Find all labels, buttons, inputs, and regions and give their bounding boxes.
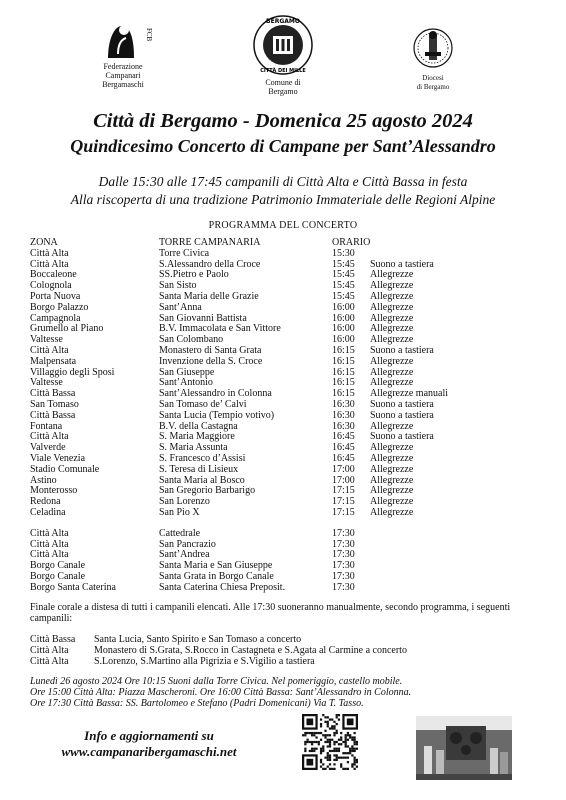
zone-cell: Valverde	[30, 442, 66, 454]
tower-cell: SS.Pietro e Paolo	[159, 269, 229, 281]
diocesi-bergamo-logo	[405, 22, 461, 92]
time-cell: 16:30	[332, 409, 355, 421]
zone-cell: Città Alta	[30, 258, 69, 270]
seal-top-text: BERGAMO	[266, 18, 300, 25]
note-cell: Suono a tastiera	[370, 398, 434, 410]
tower-cell: Santa Maria delle Grazie	[159, 290, 259, 302]
page-title: Città di Bergamo - Domenica 25 agosto 2024	[93, 110, 473, 132]
note-cell: Allegrezze	[370, 463, 414, 475]
time-cell: 17:30	[332, 560, 355, 572]
tower-cell: San Pio X	[159, 506, 200, 518]
manual-towers: Monastero di S.Grata, S.Rocco in Castagneta e S.Agata al Carmine a concerto	[94, 645, 407, 656]
note-cell: Allegrezze	[370, 312, 414, 324]
tower-cell: S. Teresa di Lisieux	[159, 463, 239, 475]
time-cell: 17:30	[332, 527, 355, 539]
monday-line: Ore 17:30 Città Bassa: SS. Bartolomeo e Stefano (Padri Domenicani) Via T. Tasso.	[30, 698, 364, 709]
time-cell: 16:30	[332, 420, 355, 432]
note-cell: Allegrezze	[370, 269, 414, 281]
note-cell: Allegrezze	[370, 323, 414, 335]
zone-cell: Città Alta	[30, 344, 69, 356]
zone-cell: Malpensata	[30, 355, 77, 367]
tower-cell: San Gregorio Barbarigo	[159, 485, 256, 497]
city-seal-icon	[252, 14, 314, 76]
time-cell: 17:30	[332, 538, 355, 550]
tower-cell: Sant’Antonio	[159, 377, 213, 389]
note-cell: Allegrezze	[370, 334, 414, 346]
zone-cell: Campagnola	[30, 312, 81, 324]
website-link[interactable]: www.campanaribergamaschi.net	[61, 744, 237, 759]
note-cell: Allegrezze	[370, 485, 414, 497]
zone-cell: Borgo Canale	[30, 560, 86, 572]
tower-cell: S. Francesco d’Assisi	[159, 452, 246, 464]
note-cell: Allegrezze	[370, 496, 414, 508]
time-cell: 17:30	[332, 549, 355, 561]
zone-cell: Borgo Palazzo	[30, 301, 89, 313]
tower-cell: San Tomaso de’ Calvi	[159, 398, 247, 410]
logo-line: Diocesi	[422, 74, 444, 82]
zone-cell: Monterosso	[30, 485, 78, 497]
zone-cell: Astino	[30, 474, 57, 486]
tower-cell: San Sisto	[159, 280, 197, 292]
time-cell: 16:00	[332, 301, 355, 313]
zone-cell: Porta Nuova	[30, 290, 81, 302]
time-cell: 16:15	[332, 355, 355, 367]
time-cell: 16:30	[332, 398, 355, 410]
zone-cell: Città Alta	[30, 538, 69, 550]
manual-towers: Santa Lucia, Santo Spirito e San Tomaso a concerto	[94, 634, 302, 645]
manual-zone: Città Alta	[30, 656, 69, 667]
tower-cell: B.V. della Castagna	[159, 420, 238, 432]
note-cell: Allegrezze	[370, 355, 414, 367]
time-cell: 17:15	[332, 496, 355, 508]
zone-cell: Città Alta	[30, 247, 69, 259]
zone-cell: Viale Venezia	[30, 452, 86, 464]
logo-line: Federazione	[103, 62, 143, 71]
note-cell: Suono a tastiera	[370, 409, 434, 421]
zone-cell: Celadina	[30, 506, 66, 518]
time-cell: 16:45	[332, 452, 355, 464]
note-cell: Allegrezze	[370, 366, 414, 378]
logo-line: Bergamo	[268, 87, 298, 96]
zone-cell: Città Alta	[30, 549, 69, 561]
fcb-vertical: FCB	[145, 28, 153, 42]
note-cell: Allegrezze	[370, 442, 414, 454]
program-heading: PROGRAMMA DEL CONCERTO	[208, 220, 358, 231]
tower-cell: Sant’Andrea	[159, 549, 210, 561]
zone-cell: Valtesse	[30, 377, 63, 389]
monday-line: Ore 15:00 Città Alta: Piazza Mascheroni. Ore 16:00 Città Bassa: Sant’Alessandro in Colonna.	[30, 687, 412, 698]
tower-cell: San Giuseppe	[159, 366, 215, 378]
tower-cell: San Colombano	[159, 334, 224, 346]
zone-cell: Boccaleone	[30, 269, 77, 281]
note-cell: Allegrezze	[370, 377, 414, 389]
note-cell: Allegrezze	[370, 290, 414, 302]
tower-cell: Santa Maria e San Giuseppe	[159, 560, 273, 572]
time-cell: 17:30	[332, 581, 355, 593]
tower-cell: Santa Caterina Chiesa Preposit.	[159, 581, 286, 593]
time-cell: 16:15	[332, 366, 355, 378]
logo-line: Bergamaschi	[102, 80, 144, 89]
time-cell: 17:30	[332, 570, 355, 582]
intro-line-2: Alla riscoperta di una tradizione Patrimonio Immateriale delle Regioni Alpine	[70, 192, 496, 207]
note-cell: Allegrezze	[370, 474, 414, 486]
zone-cell: Borgo Santa Caterina	[30, 581, 116, 593]
zone-cell: Fontana	[30, 420, 63, 432]
time-cell: 16:00	[332, 334, 355, 346]
header-zona: ZONA	[30, 237, 58, 248]
time-cell: 17:00	[332, 474, 355, 486]
zone-cell: Città Alta	[30, 527, 69, 539]
note-cell: Allegrezze	[370, 301, 414, 313]
tower-cell: Monastero di Santa Grata	[159, 344, 262, 356]
tower-cell: Torre Civica	[159, 247, 210, 259]
time-cell: 15:45	[332, 290, 355, 302]
time-cell: 17:15	[332, 485, 355, 497]
zone-cell: Città Alta	[30, 431, 69, 443]
note-cell: Allegrezze	[370, 420, 414, 432]
time-cell: 16:00	[332, 312, 355, 324]
tower-cell: Santa Lucia (Tempio votivo)	[159, 409, 275, 421]
note-cell: Allegrezze manuali	[370, 388, 449, 400]
time-cell: 16:45	[332, 442, 355, 454]
tower-cell: San Pancrazio	[159, 538, 216, 550]
time-cell: 15:45	[332, 280, 355, 292]
qr-code-icon[interactable]	[302, 714, 358, 770]
tower-cell: Cattedrale	[159, 527, 201, 539]
note-cell: Suono a tastiera	[370, 258, 434, 270]
time-cell: 16:15	[332, 344, 355, 356]
intro-line-1: Dalle 15:30 alle 17:45 campanili di Città Alta e Città Bassa in festa	[98, 174, 468, 189]
diocese-crest-icon	[413, 22, 453, 74]
time-cell: 16:45	[332, 431, 355, 443]
tower-cell: San Lorenzo	[159, 496, 210, 508]
tower-cell: Invenzione della S. Croce	[159, 355, 263, 367]
tower-cell: B.V. Immacolata e San Vittore	[159, 323, 281, 335]
zone-cell: San Tomaso	[30, 398, 79, 410]
zone-cell: Grumello al Piano	[30, 323, 104, 335]
tower-cell: Sant’Alessandro in Colonna	[159, 388, 272, 400]
tower-cell: S. Maria Assunta	[159, 442, 228, 454]
zone-cell: Colognola	[30, 280, 72, 292]
monday-line: Lunedì 26 agosto 2024 Ore 10:15 Suoni dalla Torre Civica. Nel pomeriggio, castello mobile.	[30, 676, 403, 687]
manual-zone: Città Bassa	[30, 634, 76, 645]
note-cell: Allegrezze	[370, 506, 414, 518]
seal-bottom-text: CITTÀ DEI MILLE	[260, 68, 306, 74]
note-cell: Suono a tastiera	[370, 431, 434, 443]
tower-cell: S. Maria Maggiore	[159, 431, 235, 443]
page-subtitle: Quindicesimo Concerto di Campane per Sant’Alessandro	[70, 136, 496, 156]
note-cell: Allegrezze	[370, 280, 414, 292]
zone-cell: Stadio Comunale	[30, 463, 100, 475]
time-cell: 16:15	[332, 388, 355, 400]
zone-cell: Città Bassa	[30, 409, 76, 421]
time-cell: 17:00	[332, 463, 355, 475]
bell-icon	[100, 20, 146, 62]
time-cell: 15:30	[332, 247, 355, 259]
bell-ringers-photo	[416, 716, 512, 780]
info-label: Info e aggiornamenti su	[84, 728, 214, 743]
federazione-campanari-logo	[88, 20, 158, 89]
logo-line: di Bergamo	[416, 83, 450, 91]
finale-text: Finale corale a distesa di tutti i campanili elencati. Alle 17:30 suoneranno manualmente, secondo programma, i seguenti campanili:	[30, 602, 511, 624]
time-cell: 16:00	[332, 323, 355, 335]
zone-cell: Redona	[30, 496, 61, 508]
logo-line: Comune di	[265, 78, 301, 87]
time-cell: 17:15	[332, 506, 355, 518]
note-cell: Suono a tastiera	[370, 344, 434, 356]
zone-cell: Villaggio degli Sposi	[30, 366, 115, 378]
note-cell: Allegrezze	[370, 452, 414, 464]
time-cell: 15:45	[332, 269, 355, 281]
info-block	[34, 728, 264, 760]
time-cell: 15:45	[332, 258, 355, 270]
manual-towers: S.Lorenzo, S.Martino alla Pigrizia e S.Vigilio a tastiera	[94, 656, 315, 667]
time-cell: 16:15	[332, 377, 355, 389]
header-torre: TORRE CAMPANARIA	[159, 237, 261, 248]
tower-cell: Sant’Anna	[159, 301, 202, 313]
monday-program	[30, 676, 540, 709]
header-orario: ORARIO	[332, 237, 371, 248]
zone-cell: Borgo Canale	[30, 570, 86, 582]
tower-cell: San Giovanni Battista	[159, 312, 247, 324]
manual-zone: Città Alta	[30, 645, 69, 656]
tower-cell: Santa Grata in Borgo Canale	[159, 570, 274, 582]
comune-bergamo-logo	[243, 14, 323, 96]
tower-cell: S.Alessandro della Croce	[159, 258, 261, 270]
zone-cell: Valtesse	[30, 334, 63, 346]
tower-cell: Santa Maria al Bosco	[159, 474, 245, 486]
zone-cell: Città Bassa	[30, 388, 76, 400]
logo-line: Campanari	[105, 71, 141, 80]
